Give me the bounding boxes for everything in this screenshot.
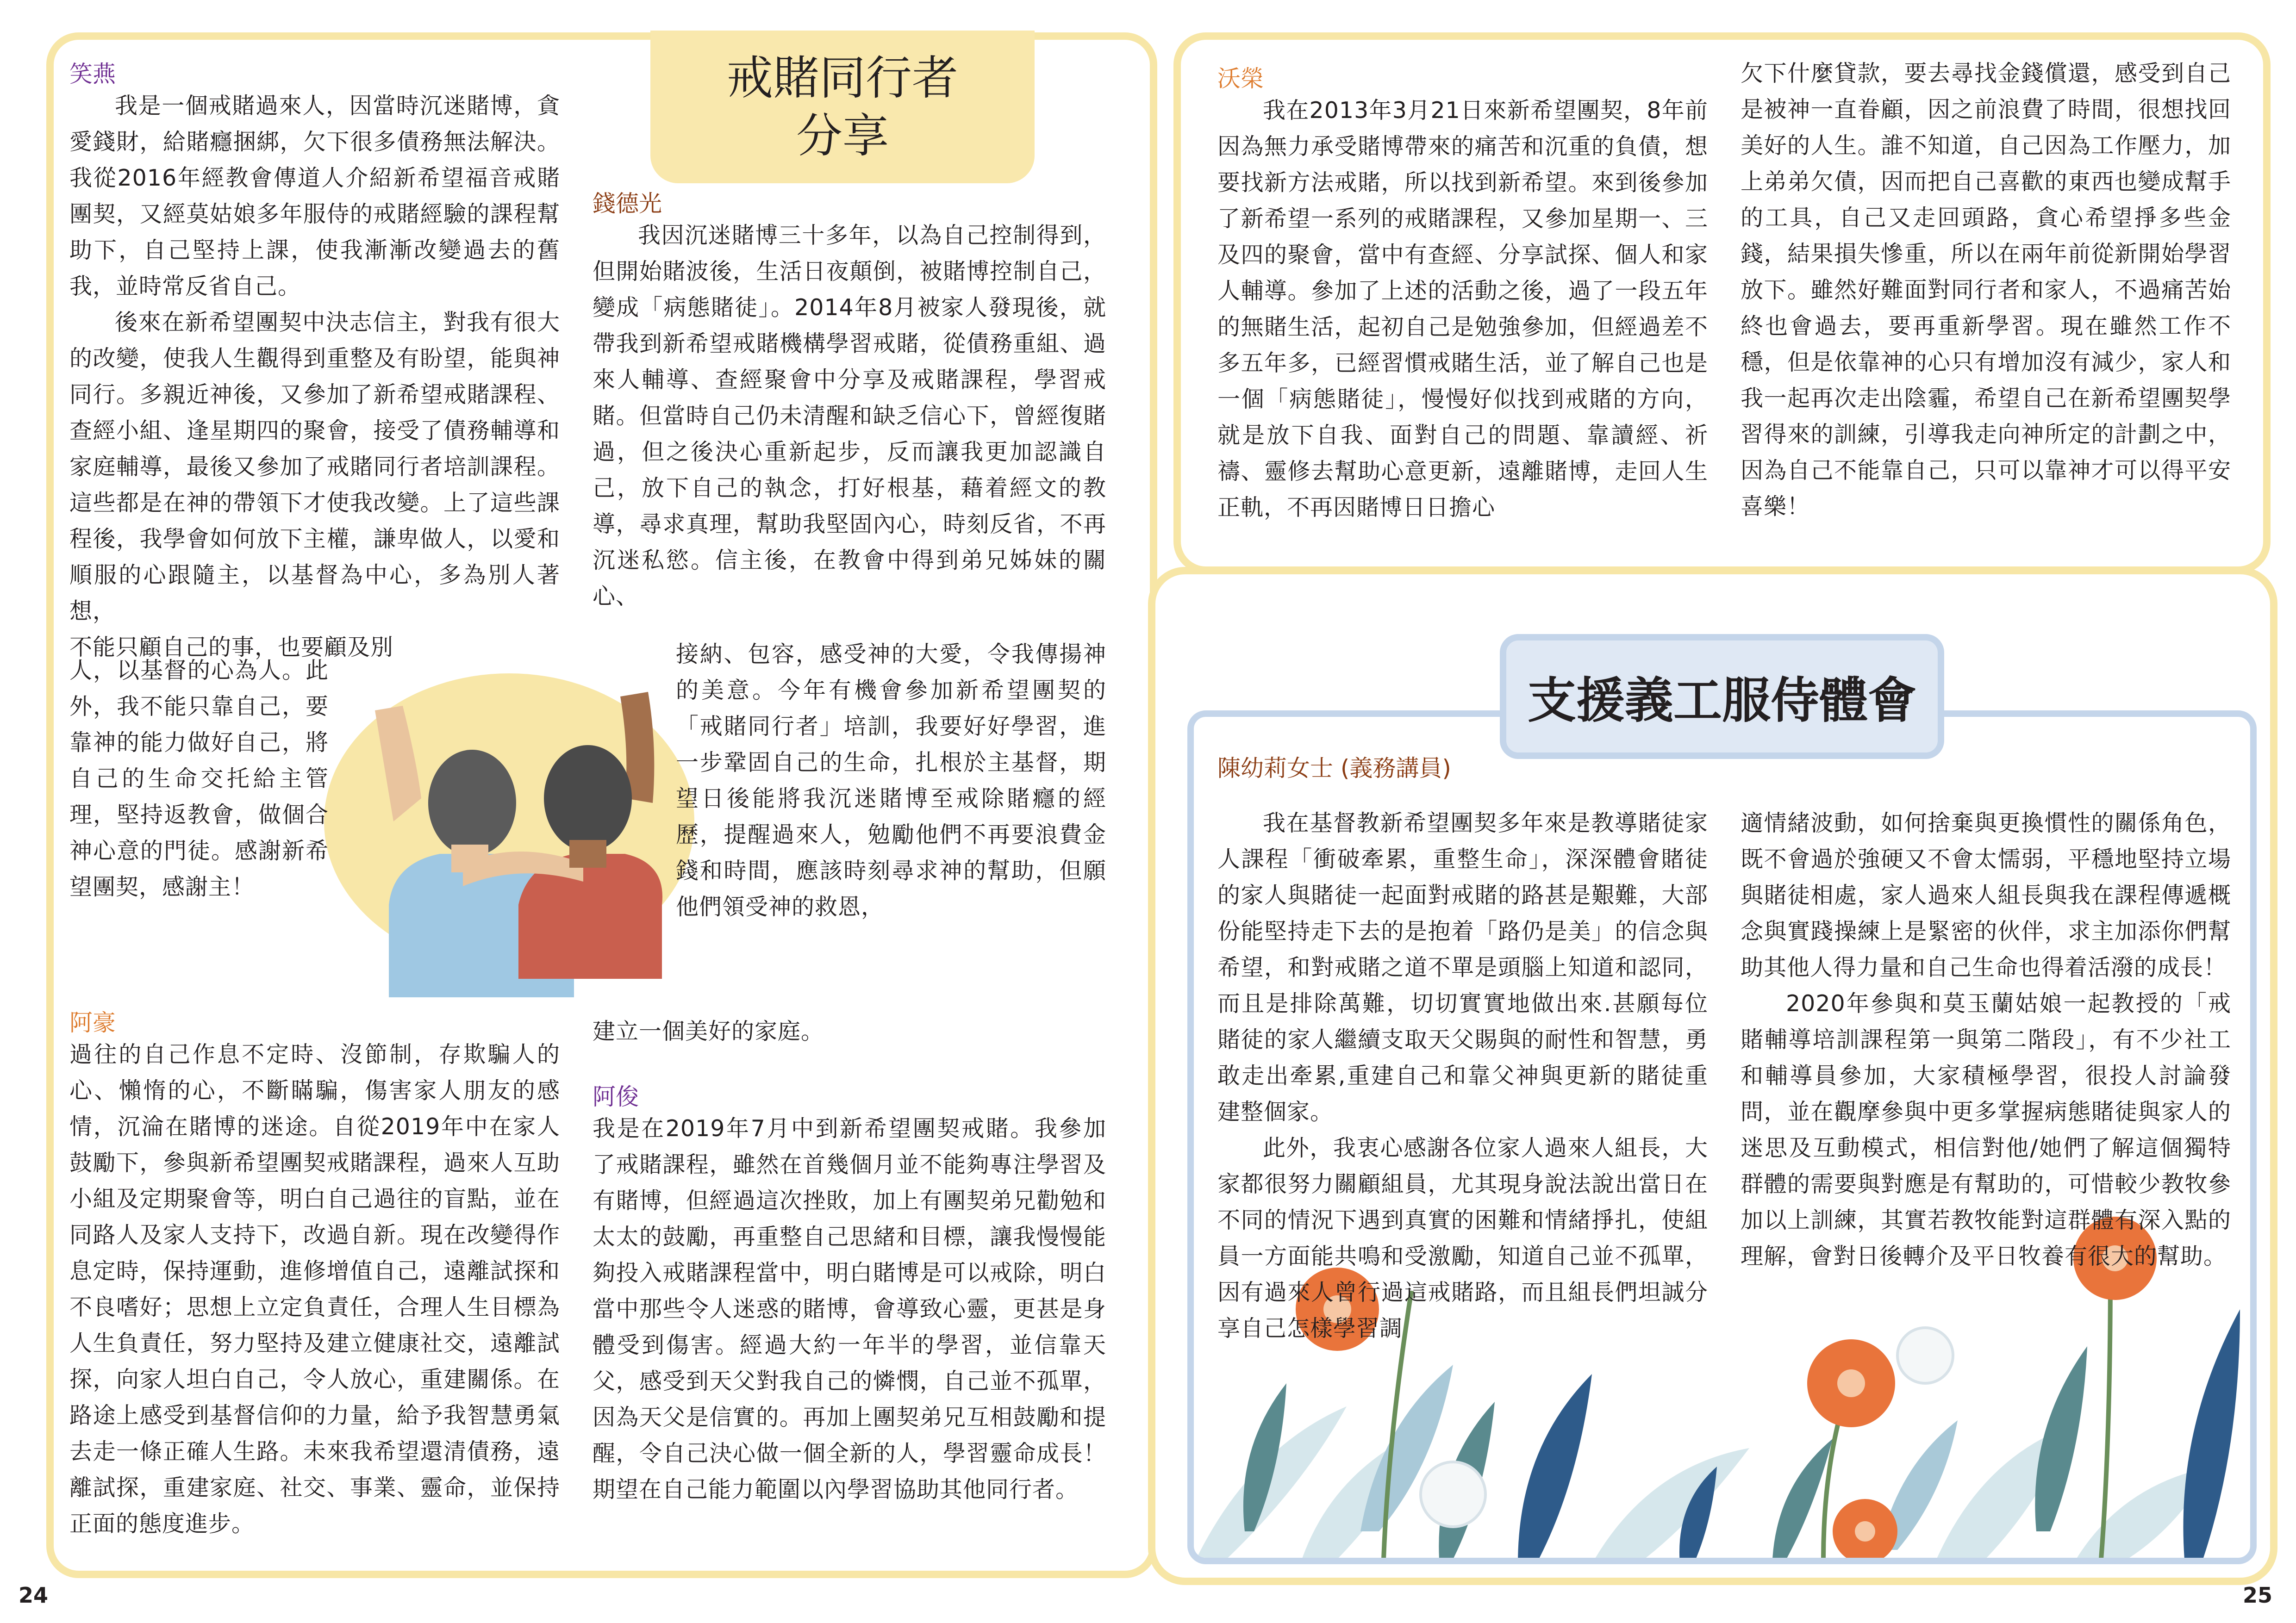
- story-wurong-text: [1217, 93, 1708, 526]
- story-qiandeguang-paragraph-1a: 我因沉迷賭博三十多年，以為自己控制得到，但開始賭波後，生活日夜顛倒，被賭博控制自己，變成「病態賭徒」。2014年8月被家人發現後，就帶我到新希望戒賭機構學習戒賭，從債務重組、過來人輔導、查經聚會中分享及戒賭課程，學習戒賭。但當時自己仍未清醒和缺乏信心下，曾經復賭過，但之後決心重新起步，反而讓我更加認識自己，放下自己的執念，打好根基，藉着經文的教導，尋求真理，幫助我堅固內心，時刻反省，不再沉迷私慾。信主後，在教會中得到弟兄姊妹的關心、: [593, 222, 1106, 609]
- author-xiaoyan: 笑燕: [69, 61, 116, 87]
- story-xiaoyan-paragraph-2b: 不能只顧自己的事，也要顧及別: [69, 634, 394, 660]
- page-title-line2: 分享: [796, 109, 889, 163]
- page-number-left: 24: [19, 1583, 49, 1608]
- story-qiandeguang-paragraph-1b: 接納、包容，感受神的大愛，令我傳揚神的美意。今年有機會參加新希望團契的「戒賭同行者」培訓，我要好好學習，進一步鞏固自己的生命，扎根於主基督，期望日後能將我沉迷賭博至戒除賭癮的經歷，提醒過來人，勉勵他們不再要浪費金錢和時間，應該時刻尋求神的幫助，但願他們領受神的救恩，: [676, 641, 1106, 920]
- author-ajun: 阿俊: [593, 1083, 639, 1110]
- author-qiandeguang: 錢德光: [593, 190, 662, 217]
- story-chen-paragraph-3: 適情緒波動，如何捨棄與更換慣性的關係角色，既不會過於強硬又不會太懦弱，平穩地堅持立場與賭徒相處，家人過來人組長與我在課程傳遞概念與實踐操練上是緊密的伙伴，求主加添你們幫助其他人得力量和自己生命也得着活潑的成長！: [1741, 810, 2231, 981]
- page-title-line1: 戒賭同行者: [727, 51, 958, 105]
- story-ahao-paragraph-1: 過往的自己作息不定時、沒節制，存欺騙人的心、懶惰的心，不斷瞞騙，傷害家人朋友的感情，沉淪在賭博的迷途。自從2019年中在家人鼓勵下，參與新希望團契戒賭課程，過來人互助小組及定期聚會等，明白自己過往的盲點，並在同路人及家人支持下，改過自新。現在改變得作息定時，保持運動，進修增值自己，遠離試探和不良嗜好；思想上立定負責任，合理人生目標為人生負責任，努力堅持及建立健康社交，遠離試探，向家人坦白自己，令人放心，重建關係。在路途上感受到基督信仰的力量，給予我智慧勇氣去走一條正確人生路。未來我希望還清債務，遠離試探，重建家庭、社交、事業、靈命，並保持正面的態度進步。: [69, 1041, 560, 1537]
- story-xiaoyan-text: [69, 88, 560, 665]
- two-men-illustration: [324, 646, 694, 997]
- story-chen-paragraph-4: 2020年參與和莫玉蘭姑娘一起教授的「戒賭輔導培訓課程第一與第二階段」，有不少社工和輔導員參加，大家積極學習，很投人討論發問，並在觀摩參與中更多掌握病態賭徒與家人的迷思及互動模式，相信對他/她們了解這個獨特群體的需要與對應是有幫助的，可惜較少教牧參加以上訓練，其實若教牧能對這群體有深入點的理解，會對日後轉介及平日牧養有很大的幫助。: [1741, 990, 2231, 1269]
- story-xiaoyan-continued: [69, 653, 329, 905]
- story-chen-text: [1217, 805, 1708, 1347]
- story-ahao-text: [69, 1037, 560, 1542]
- story-xiaoyan-paragraph-2a: 後來在新希望團契中決志信主，對我有很大的改變，使我人生觀得到重整及有盼望，能與神同行。多親近神後，又參加了新希望戒賭課程、查經小組、逢星期四的聚會，接受了債務輔導和家庭輔導，最後又參加了戒賭同行者培訓課程。這些都是在神的帶領下才使我改變。上了這些課程後，我學會如何放下主權，謙卑做人，以愛和順服的心跟隨主，以基督為中心，多為別人著想，: [69, 309, 560, 624]
- story-qiandeguang-ending: [593, 1014, 1106, 1050]
- story-qiandeguang-paragraph-1c: 建立一個美好的家庭。: [593, 1018, 824, 1045]
- author-chen: 陳幼莉女士 (義務講員): [1217, 755, 1451, 782]
- story-qiandeguang-continued: [676, 636, 1106, 925]
- story-chen-continued: [1741, 805, 2231, 1275]
- story-qiandeguang-text: [593, 218, 1106, 615]
- story-ajun-paragraph-1: 我是在2019年7月中到新希望團契戒賭。我參加了戒賭課程，雖然在首幾個月並不能夠專注學習及有賭博，但經過這次挫敗，加上有團契弟兄勸勉和太太的鼓勵，再重整自己思緒和目標，讓我慢慢能夠投入戒賭課程當中，明白賭博是可以戒除，明白當中那些令人迷惑的賭博，會導致心靈，更甚是身體受到傷害。經過大約一年半的學習，並信靠天父，感受到天父對我自己的憐憫，自己並不孤單，因為天父是信實的。再加上團契弟兄互相鼓勵和提醒，令自己決心做一個全新的人，學習靈命成長！期望在自己能力範圍以內學習協助其他同行者。: [593, 1115, 1106, 1503]
- story-wurong-continued: [1741, 56, 2231, 525]
- page-number-right: 25: [2243, 1583, 2273, 1608]
- author-ahao: 阿豪: [69, 1009, 116, 1036]
- story-chen-paragraph-2: 此外，我衷心感謝各位家人過來人組長，大家都很努力關顧組員，尤其現身說法說出當日在不同的情況下遇到真實的困難和情緒掙扎，使組員一方面能共鳴和受激勵，知道自己並不孤單，因有過來人曾行過這戒賭路，而且組長們坦誠分享自己怎樣學習調: [1217, 1135, 1708, 1342]
- volunteer-section-title-box: [1500, 634, 1944, 759]
- story-ajun-text: [593, 1111, 1106, 1508]
- volunteer-section-title: 支援義工服侍體會: [1527, 672, 1916, 729]
- story-chen-paragraph-1: 我在基督教新希望團契多年來是教導賭徒家人課程「衝破牽累，重整生命」，深深體會賭徒的家人與賭徒一起面對戒賭的路甚是艱難，大部份能堅持走下去的是抱着「路仍是美」的信念與希望，和對戒賭之道不單是頭腦上知道和認同，而且是排除萬難，切切實實地做出來.甚願每位賭徒的家人繼續支取天父賜與的耐性和智慧，勇敢走出牽累,重建自己和靠父神與更新的賭徒重建整個家。: [1217, 810, 1708, 1125]
- author-wurong: 沃榮: [1217, 65, 1264, 92]
- story-xiaoyan-paragraph-2c: 人，以基督的心為人。此外，我不能只靠自己，要靠神的能力做好自己，將自己的生命交托給主管理，堅持返教會，做個合神心意的門徒。感謝新希望團契，感謝主！: [69, 657, 329, 900]
- page-title-box: [650, 31, 1035, 183]
- story-xiaoyan-paragraph-1: 我是一個戒賭過來人，因當時沉迷賭博，貪愛錢財，給賭癮捆綁，欠下很多債務無法解決。我從2016年經教會傳道人介紹新希望福音戒賭團契，又經莫姑娘多年服侍的戒賭經驗的課程幫助下，自己堅持上課，使我漸漸改變過去的舊我，並時常反省自己。: [69, 93, 560, 299]
- story-wurong-paragraph-2: 欠下什麼貸款，要去尋找金錢償還，感受到自己是被神一直眷顧，因之前浪費了時間，很想找回美好的人生。誰不知道，自己因為工作壓力，加上弟弟欠債，因而把自己喜歡的東西也變成幫手的工具，自己又走回頭路，貪心希望掙多些金錢，結果損失慘重，所以在兩年前從新開始學習放下。雖然好難面對同行者和家人，不過痛苦始終也會過去，要再重新學習。現在雖然工作不穩，但是依靠神的心只有增加沒有減少，家人和我一起再次走出陰霾，希望自己在新希望團契學習得來的訓練，引導我走向神所定的計劃之中，因為自己不能靠自己，只可以靠神才可以得平安喜樂！: [1741, 60, 2231, 520]
- story-wurong-paragraph-1: 我在2013年3月21日來新希望團契，8年前因為無力承受賭博帶來的痛苦和沉重的負債，想要找新方法戒賭，所以找到新希望。來到後參加了新希望一系列的戒賭課程，又參加星期一、三及四的聚會，當中有查經、分享試探、個人和家人輔導。參加了上述的活動之後，過了一段五年的無賭生活，起初自己是勉強參加，但經過差不多五年多，已經習慣戒賭生活，並了解自己也是一個「病態賭徒」，慢慢好似找到戒賭的方向，就是放下自我、面對自己的問題、靠讀經、祈禱、靈修去幫助心意更新，遠離賭博，走回人生正軌，不再因賭博日日擔心: [1217, 97, 1708, 521]
